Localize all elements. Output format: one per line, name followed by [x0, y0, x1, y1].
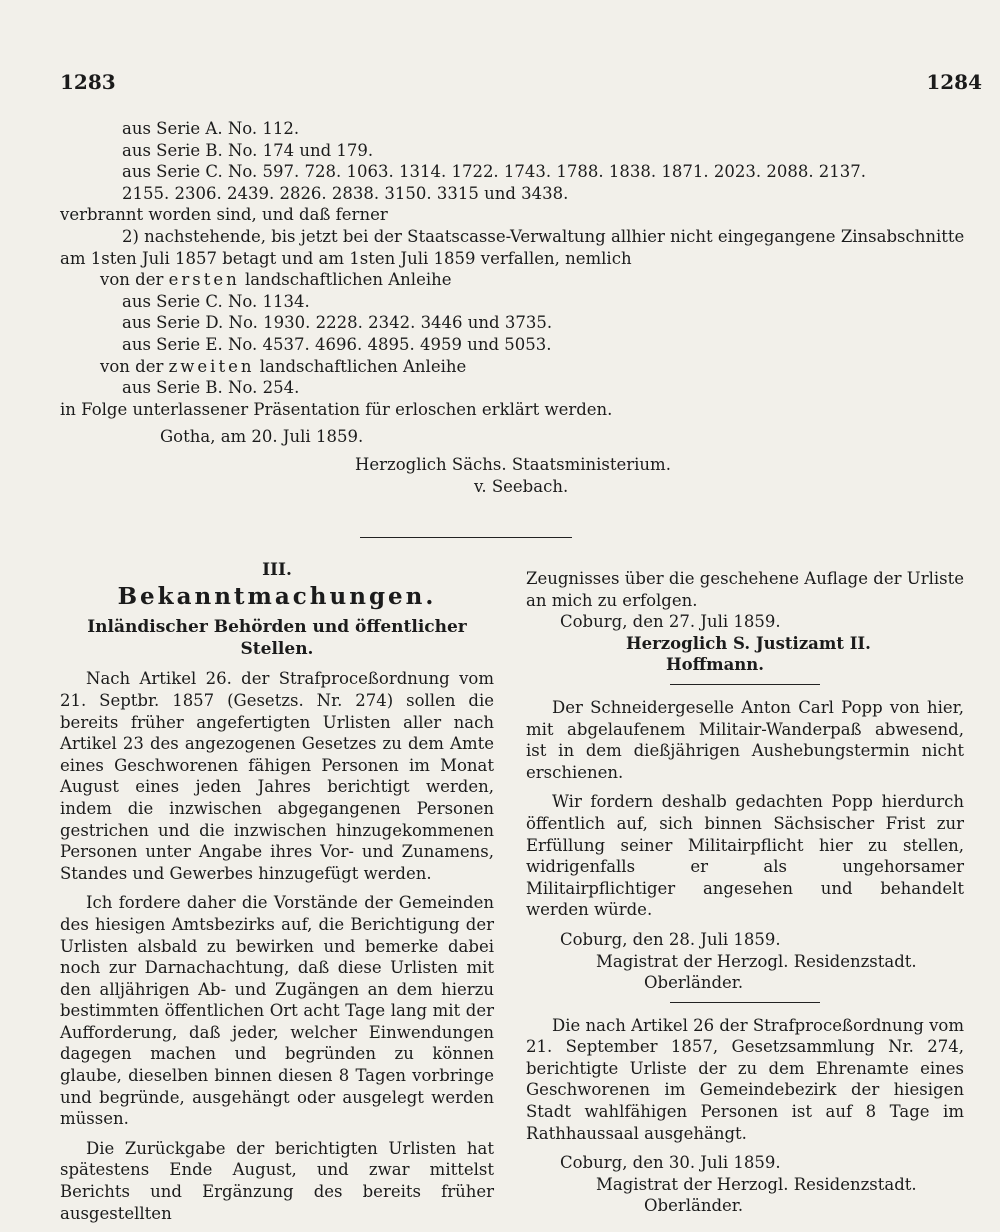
page-number-right: 1284 — [926, 70, 982, 94]
oberlaender-signature-2: Oberländer. — [644, 1196, 744, 1216]
urlisten-paragraph-1: Nach Artikel 26. der Strafproceßordnung vom 21. Septbr. 1857 (Gesetzs. Nr. 274) sollen die bereits früher angefertigten Urlisten aller nach Artikel 23 des angezogenen Gesetzes zu dem Amte eines Geschworenen fähigen Personen im Monat August eines jeden Jahres berichtigt werden, indem die inzwischen abgegangenen Personen gestrichen und die inzwischen hinzugekommenen Personen unter Angabe ihres Vor- und Zunamens, Standes und Gewerbes hinzugefügt werden. — [60, 669, 494, 883]
divider-1 — [670, 684, 820, 685]
popp-paragraph-1: Der Schneidergeselle Anton Carl Popp von hier, mit abgelaufenem Militair-Wanderpaß abwesend, ist in dem dießjährigen Aushebungstermin nicht erschienen. — [526, 697, 964, 782]
zweite-anleihe-line — [60, 356, 980, 378]
hoffmann-signature: Hoffmann. — [666, 655, 765, 675]
erste-word: ersten — [168, 270, 240, 290]
magistrat-signature-1: Magistrat der Herzogl. Residenzstadt. — [596, 951, 917, 971]
serie-c-line-2: 2155. 2306. 2439. 2826. 2838. 3150. 3315 und 3438. — [122, 183, 569, 203]
zweite-post: landschaftlichen Anleihe — [254, 356, 467, 376]
section-divider — [360, 537, 572, 538]
zweite-pre: von der — [100, 356, 169, 376]
erste-post: landschaftlichen Anleihe — [239, 270, 452, 290]
seebach-signature: v. Seebach. — [474, 476, 569, 496]
gotha-date: Gotha, am 20. Juli 1859. — [160, 427, 364, 447]
coburg-date-1: Coburg, den 27. Juli 1859. — [560, 612, 781, 632]
ministry-signature: Herzoglich Sächs. Staatsministerium. — [355, 454, 671, 474]
erste-anleihe-line — [60, 269, 980, 291]
paragraph-2-line-2: am 1sten Juli 1857 betagt und am 1sten Juli 1859 verfallen, nemlich — [60, 248, 632, 268]
oberlaender-signature-1: Oberländer. — [644, 973, 744, 993]
coburg-date-3: Coburg, den 30. Juli 1859. — [560, 1153, 781, 1173]
serie-a-line: aus Serie A. No. 112. — [122, 119, 300, 138]
section-heading: Bekanntmachungen. — [117, 582, 437, 610]
verbrannt-line: verbrannt worden sind, und daß ferner — [60, 205, 388, 225]
left-column — [60, 560, 494, 1232]
urlisten-paragraph-3: Die Zurückgabe der berichtigten Urlisten hat spätestens Ende August, und zwar mittelst Berichts und Ergänzung des bereits früher ausgestellten — [60, 1138, 494, 1223]
magistrat-signature-2: Magistrat der Herzogl. Residenzstadt. — [596, 1174, 917, 1194]
continuation-text: Zeugnisses über die geschehene Auflage der Urliste an mich zu erfolgen. — [526, 569, 964, 610]
zweite-serie-b-line: aus Serie B. No. 254. — [122, 378, 300, 398]
popp-paragraph-2: Wir fordern deshalb gedachten Popp hierdurch öffentlich auf, sich binnen Sächsischer Frist zur Erfüllung seiner Militairpflicht hier zu stellen, widrigenfalls er als ungehorsamer Militairpflichtiger angesehen und behandelt werden würde. — [526, 792, 964, 920]
serie-c-line-1: aus Serie C. No. 597. 728. 1063. 1314. 1722. 1743. 1788. 1838. 1871. 2023. 2088. 2137. — [122, 162, 867, 182]
page-number-left: 1283 — [60, 70, 116, 94]
top-section — [60, 118, 980, 497]
folge-line: in Folge unterlassener Präsentation für erloschen erklärt werden. — [60, 399, 613, 419]
section-subheading: Inländischer Behörden und öffentlicher Stellen. — [87, 617, 467, 659]
serie-b-line: aus Serie B. No. 174 und 179. — [122, 140, 374, 160]
erste-serie-e-line: aus Serie E. No. 4537. 4696. 4895. 4959 und 5053. — [122, 334, 552, 354]
coburg-date-2: Coburg, den 28. Juli 1859. — [560, 929, 781, 949]
divider-2 — [670, 1002, 820, 1003]
section-number: III. — [262, 560, 292, 580]
liste-paragraph: Die nach Artikel 26 der Strafproceßordnung vom 21. September 1857, Gesetzsammlung Nr. 274, berichtigte Urliste der zu dem Ehrenamte eines Geschworenen im Gemeindebezirk der hiesigen Stadt wahlfähigen Personen ist auf 8 Tage im Rathhaussaal ausgehängt. — [526, 1015, 964, 1143]
erste-serie-d-line: aus Serie D. No. 1930. 2228. 2342. 3446 und 3735. — [122, 313, 553, 333]
urlisten-paragraph-2: Ich fordere daher die Vorstände der Gemeinden des hiesigen Amtsbezirks auf, die Berichtigung der Urlisten alsbald zu bewirken und bemerke dabei noch zur Darnachachtung, daß diese Urlisten mit den alljährigen Ab- und Zugängen an dem hierzu bestimmten öffentlichen Ort acht Tage lang mit der Aufforderung, daß jeder, welcher Einwendungen dagegen machen und begründen zu können glaube, dieselben binnen diesen 8 Tagen vorbringe und begründe, ausgehängt oder ausgelegt werden müssen. — [60, 893, 494, 1129]
erste-serie-c-line: aus Serie C. No. 1134. — [122, 291, 310, 311]
zweite-word: zweiten — [168, 356, 255, 376]
paragraph-2-line-1: 2) nachstehende, bis jetzt bei der Staatscasse-Verwaltung allhier nicht eingegangene Zinsabschnitte — [122, 226, 965, 246]
erste-pre: von der — [100, 270, 169, 290]
justizamt-signature: Herzoglich S. Justizamt II. — [626, 633, 871, 653]
right-column — [526, 568, 964, 1217]
